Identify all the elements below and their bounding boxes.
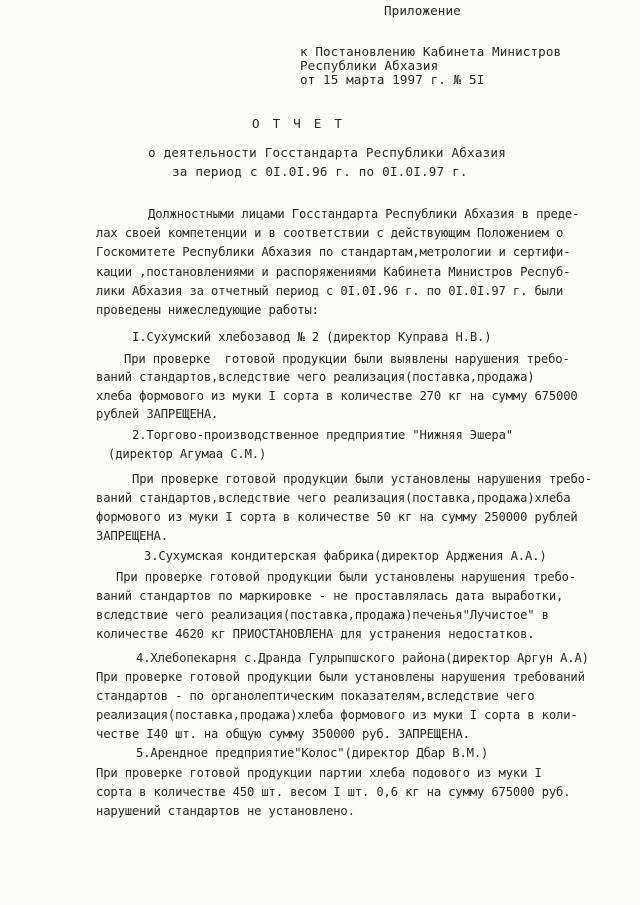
body-line: хлеба формового из муки I сорта в количестве 270 кг на сумму 675000 xyxy=(96,389,578,403)
body-line: При проверке готовой продукции были установлены нарушения требо- xyxy=(116,570,576,584)
item-5-heading: 5.Арендное предприятие"Колос"(директор Дбар В.М.) xyxy=(136,746,489,760)
body-line: стандартов - по органолептическим показателям,вследствие чего xyxy=(96,689,535,703)
body-line: Должностными лицами Госстандарта Республики Абхазия в преде- xyxy=(148,207,580,221)
body-line: Госкомитете Республики Абхазия по стандартам,метрологии и сертифи- xyxy=(96,245,571,259)
item-2-heading: 2.Торгово-производственное предприятие "Нижняя Эшера" xyxy=(132,428,513,442)
body-line: честве I40 шт. на общую сумму 350000 руб. ЗАПРЕЩЕНА. xyxy=(96,727,470,741)
body-line: ваний стандартов,вследствие чего реализация(поставка,продажа)хлеба xyxy=(96,491,571,505)
body-line: формового из муки I сорта в количестве 50 кг на сумму 250000 рублей xyxy=(96,510,578,524)
republic-name: Республики Абхазия xyxy=(300,58,439,73)
decree-date: от 15 марта 1997 г. № 5I xyxy=(300,72,485,87)
body-line: вследствие чего реализация(поставка,продажа)печенья"Лучистое" в xyxy=(96,608,549,622)
body-line: ваний стандартов,вследствие чего реализация(поставка,продажа) xyxy=(96,370,535,384)
body-line: рублей ЗАПРЕЩЕНА. xyxy=(96,407,219,421)
body-line: При проверке готовой продукции были установлены нарушения требо- xyxy=(132,472,592,486)
body-line: количестве 4620 кг ПРИОСТАНОВЛЕНА для устранения недостатков. xyxy=(96,627,535,641)
body-line: реализация(поставка,продажа)хлеба формового из муки I сорта в коли- xyxy=(96,708,578,722)
body-line: лах своей компетенции и в соответствии с действующим Положением о xyxy=(96,226,564,240)
item-3-heading: 3.Сухумская кондитерская фабрика(директор Арджения А.А.) xyxy=(144,549,547,563)
item-2-director: (директор Агумаа С.М.) xyxy=(108,447,267,461)
report-title: ОТЧЕТ xyxy=(252,116,355,131)
body-line: ЗАПРЕЩЕНА. xyxy=(96,529,168,543)
body-line: нарушений стандартов не установлено. xyxy=(96,804,355,818)
body-line: лики Абхазия за отчетный период с 0I.0I.96 г. по 0I.0I.97 г. были xyxy=(96,284,564,298)
body-line: При проверке готовой продукции партии хлеба подового из муки I xyxy=(96,766,542,780)
appendix-label: Приложение xyxy=(384,3,461,18)
body-line: ваний стандартов по маркировке - не проставлялась дата выработки, xyxy=(96,589,564,603)
item-1-heading: I.Сухумский хлебозавод № 2 (директор Куправа Н.В.) xyxy=(132,330,492,344)
body-line: сорта в количестве 450 шт. весом I шт. 0,6 кг на сумму 675000 руб. xyxy=(96,785,571,799)
report-subtitle-line-2: за период с 0I.0I.96 г. по 0I.0I.97 г. xyxy=(172,164,468,179)
body-line: кации ,постановлениями и распоряжениями Кабинета Министров Респуб- xyxy=(96,265,571,279)
body-line: При проверке готовой продукции были установлены нарушения требований xyxy=(96,670,585,684)
report-subtitle-line-1: о деятельности Госстандарта Республики Абхазия xyxy=(148,145,506,160)
decree-reference: к Постановлению Кабинета Министров xyxy=(300,44,562,59)
body-line: проведены нижеследующие работы: xyxy=(96,303,319,317)
item-4-heading: 4.Хлебопекарня с.Дранда Гулрыпшского района(директор Аргун А.А) xyxy=(136,651,589,665)
body-line: При проверке готовой продукции были выявлены нарушения требо- xyxy=(124,352,570,366)
